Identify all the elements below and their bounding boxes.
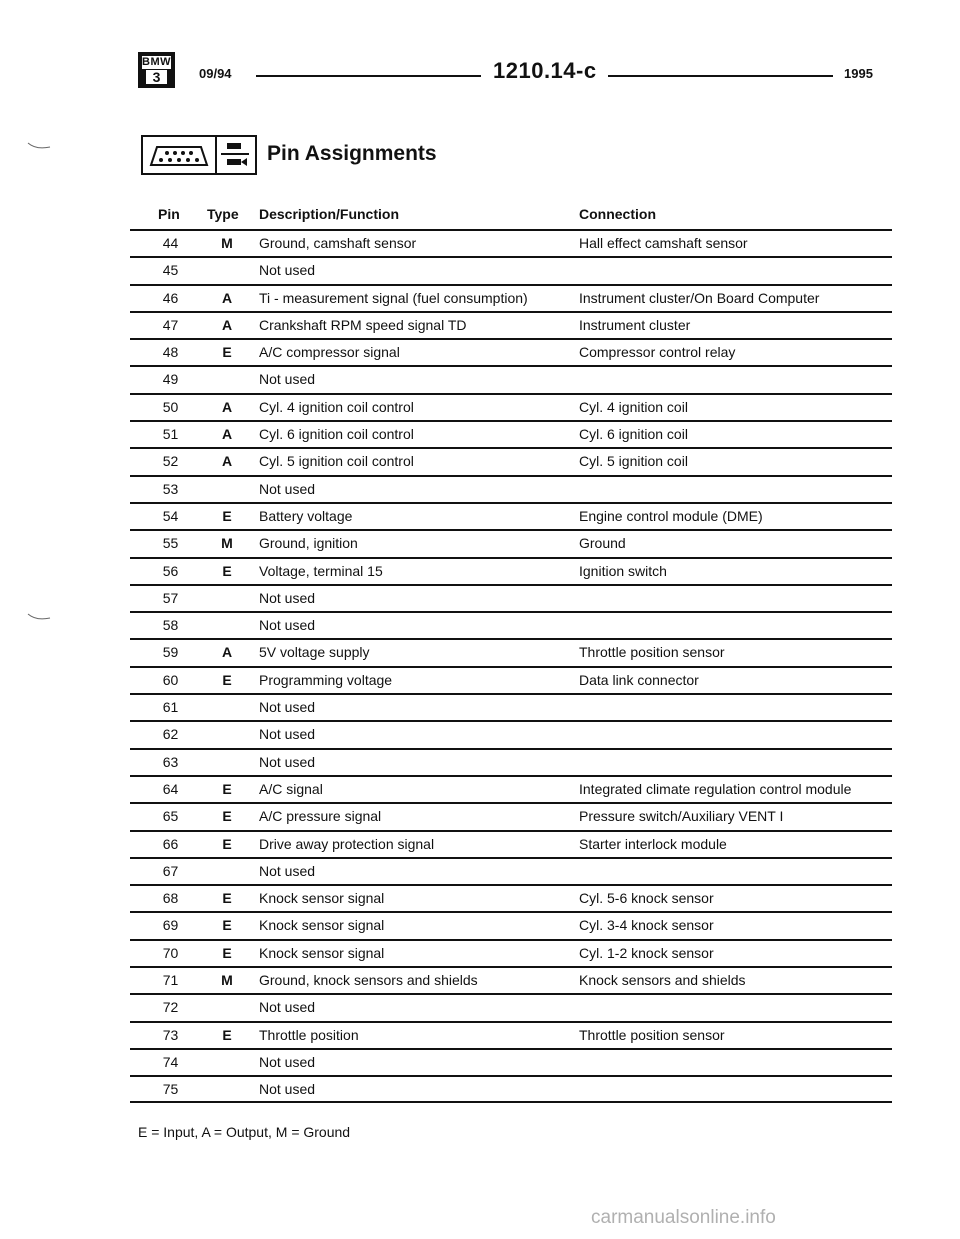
pin-cell: 44	[162, 235, 179, 251]
description-cell: Cyl. 5 ignition coil control	[259, 453, 414, 470]
connection-cell: Ground	[579, 535, 626, 552]
connection-cell: Cyl. 3-4 knock sensor	[579, 917, 714, 934]
description-cell: Not used	[259, 726, 316, 743]
table-row	[130, 420, 892, 447]
type-cell: E	[222, 562, 232, 579]
description-cell: Not used	[259, 1081, 316, 1098]
table-row	[130, 666, 892, 693]
pin-cell: 65	[162, 808, 179, 825]
description-cell: A/C pressure signal	[259, 808, 382, 825]
table-row	[130, 775, 892, 802]
table-row	[130, 748, 892, 775]
connection-cell: Cyl. 5 ignition coil	[579, 453, 688, 470]
type-cell: A	[221, 398, 233, 415]
description-cell: Ground, ignition	[259, 535, 358, 552]
connection-cell: Ignition switch	[579, 562, 667, 579]
connector-icon	[141, 135, 217, 175]
connection-cell: Instrument cluster/On Board Computer	[579, 289, 820, 306]
pin-cell: 60	[162, 671, 179, 688]
description-cell: Ground, knock sensors and shields	[259, 972, 478, 989]
pin-cell: 51	[162, 426, 179, 443]
type-cell: E	[222, 808, 232, 825]
header-rule-left	[256, 75, 481, 77]
connection-cell: Instrument cluster	[579, 316, 691, 333]
table-row	[130, 1021, 892, 1048]
document-number: 1210.14-c	[493, 58, 597, 83]
connection-cell: Hall effect camshaft sensor	[579, 235, 748, 251]
column-header-description: Description/Function	[259, 206, 399, 222]
description-cell: Ti - measurement signal (fuel consumption)	[259, 289, 528, 306]
pin-cell: 73	[162, 1026, 179, 1043]
table-row	[130, 475, 892, 502]
description-cell: 5V voltage supply	[259, 644, 370, 661]
description-cell: Programming voltage	[259, 671, 393, 688]
scan-mark	[26, 612, 54, 622]
table-row	[130, 939, 892, 966]
table-row	[130, 393, 892, 420]
table-row	[130, 802, 892, 829]
table-row	[130, 229, 892, 256]
description-cell: Not used	[259, 371, 316, 388]
table-row	[130, 611, 892, 638]
type-legend: E = Input, A = Output, M = Ground	[138, 1124, 351, 1140]
table-row	[130, 884, 892, 911]
pin-cell: 54	[162, 507, 179, 524]
table-row	[130, 1075, 892, 1102]
description-cell: Cyl. 6 ignition coil control	[259, 426, 414, 443]
table-body	[130, 229, 892, 1103]
pin-cell: 45	[162, 262, 179, 279]
watermark: carmanualsonline.info	[591, 1207, 776, 1228]
type-cell: E	[222, 507, 232, 524]
table-row	[130, 584, 892, 611]
description-cell: A/C compressor signal	[259, 344, 400, 361]
description-cell: Crankshaft RPM speed signal TD	[259, 316, 467, 333]
type-cell: A	[221, 316, 233, 333]
pin-cell: 62	[162, 726, 179, 743]
table-row	[130, 966, 892, 993]
table-row	[130, 557, 892, 584]
pin-cell: 67	[162, 862, 179, 879]
type-cell: E	[222, 917, 232, 934]
connection-cell: Cyl. 6 ignition coil	[579, 426, 688, 443]
table-row	[130, 693, 892, 720]
type-cell: E	[222, 1026, 232, 1043]
column-header-type: Type	[207, 206, 239, 222]
table-header	[130, 204, 892, 229]
pin-cell: 59	[162, 644, 179, 661]
description-cell: Not used	[259, 589, 316, 606]
pin-cell: 71	[162, 972, 179, 989]
column-header-connection: Connection	[579, 206, 656, 222]
description-cell: Not used	[259, 753, 316, 770]
pin-cell: 56	[162, 562, 179, 579]
header-rule-right	[608, 75, 833, 77]
type-cell: M	[221, 535, 233, 552]
description-cell: Not used	[259, 617, 316, 634]
table-row	[130, 911, 892, 938]
table-row	[130, 311, 892, 338]
bmw-3-series-logo	[138, 52, 175, 88]
description-cell: Cyl. 4 ignition coil control	[259, 398, 414, 415]
type-cell: M	[221, 972, 233, 989]
connection-cell: Pressure switch/Auxiliary VENT I	[579, 808, 784, 825]
pin-cell: 68	[162, 890, 179, 907]
type-cell: E	[222, 835, 232, 852]
pin-cell: 46	[162, 289, 179, 306]
connection-cell: Data link connector	[579, 671, 699, 688]
description-cell: Knock sensor signal	[259, 890, 385, 907]
header-date: 09/94	[199, 66, 232, 81]
connection-cell: Engine control module (DME)	[579, 507, 763, 524]
connection-cell: Integrated climate regulation control module	[579, 780, 852, 797]
connection-cell: Throttle position sensor	[579, 644, 725, 661]
table-row	[130, 529, 892, 556]
connection-cell: Starter interlock module	[579, 835, 727, 852]
description-cell: Drive away protection signal	[259, 835, 435, 852]
type-cell: A	[221, 426, 233, 443]
pin-cell: 61	[162, 699, 179, 716]
connection-cell: Cyl. 1-2 knock sensor	[579, 944, 714, 961]
logo-series-number: 3	[146, 70, 167, 84]
table-row	[130, 720, 892, 747]
pin-cell: 70	[162, 944, 179, 961]
pin-cell: 72	[162, 999, 179, 1016]
pin-cell: 69	[162, 917, 179, 934]
table-row	[130, 284, 892, 311]
description-cell: Not used	[259, 699, 316, 716]
description-cell: Ground, camshaft sensor	[259, 235, 417, 251]
table-row	[130, 1048, 892, 1075]
type-cell: E	[222, 344, 232, 361]
type-cell: A	[221, 644, 233, 661]
description-cell: Not used	[259, 862, 316, 879]
pin-cell: 50	[162, 398, 179, 415]
pin-cell: 49	[162, 371, 179, 388]
column-header-pin: Pin	[158, 206, 180, 222]
pin-cell: 53	[162, 480, 179, 497]
table-row	[130, 857, 892, 884]
pin-cell: 63	[162, 753, 179, 770]
pin-direction-icon	[217, 135, 257, 175]
table-row	[130, 338, 892, 365]
type-cell: E	[222, 890, 232, 907]
type-cell: E	[222, 780, 232, 797]
table-row	[130, 638, 892, 665]
pin-cell: 64	[162, 780, 179, 797]
table-row	[130, 447, 892, 474]
pin-cell: 57	[162, 589, 179, 606]
connection-cell: Cyl. 4 ignition coil	[579, 398, 688, 415]
connection-cell: Cyl. 5-6 knock sensor	[579, 890, 714, 907]
scan-mark	[26, 141, 54, 151]
type-cell: M	[221, 235, 233, 251]
page-header	[138, 48, 880, 88]
logo-brand-text: BMW	[142, 56, 171, 68]
description-cell: Knock sensor signal	[259, 917, 385, 934]
table-row	[130, 993, 892, 1020]
table-row	[130, 830, 892, 857]
table-row	[130, 256, 892, 283]
type-cell: A	[221, 289, 233, 306]
description-cell: Not used	[259, 1053, 316, 1070]
table-row	[130, 502, 892, 529]
header-year: 1995	[844, 66, 873, 81]
pin-cell: 58	[162, 617, 179, 634]
connection-cell: Compressor control relay	[579, 344, 736, 361]
connection-cell: Knock sensors and shields	[579, 972, 746, 989]
pin-cell: 48	[162, 344, 179, 361]
pin-assignment-table	[130, 204, 892, 1103]
description-cell: Battery voltage	[259, 507, 353, 524]
page-title: Pin Assignments	[267, 142, 437, 165]
pin-cell: 52	[162, 453, 179, 470]
pin-cell: 55	[162, 535, 179, 552]
pin-cell: 47	[162, 316, 179, 333]
description-cell: Voltage, terminal 15	[259, 562, 383, 579]
table-row	[130, 365, 892, 392]
pin-cell: 75	[162, 1081, 179, 1098]
pin-cell: 74	[162, 1053, 179, 1070]
type-cell: A	[221, 453, 233, 470]
description-cell: Throttle position	[259, 1026, 359, 1043]
pin-cell: 66	[162, 835, 179, 852]
type-cell: E	[222, 671, 232, 688]
description-cell: Not used	[259, 262, 316, 279]
description-cell: Not used	[259, 480, 316, 497]
type-cell: E	[222, 944, 232, 961]
connection-cell: Throttle position sensor	[579, 1026, 725, 1043]
description-cell: Knock sensor signal	[259, 944, 385, 961]
description-cell: A/C signal	[259, 780, 323, 797]
description-cell: Not used	[259, 999, 316, 1016]
